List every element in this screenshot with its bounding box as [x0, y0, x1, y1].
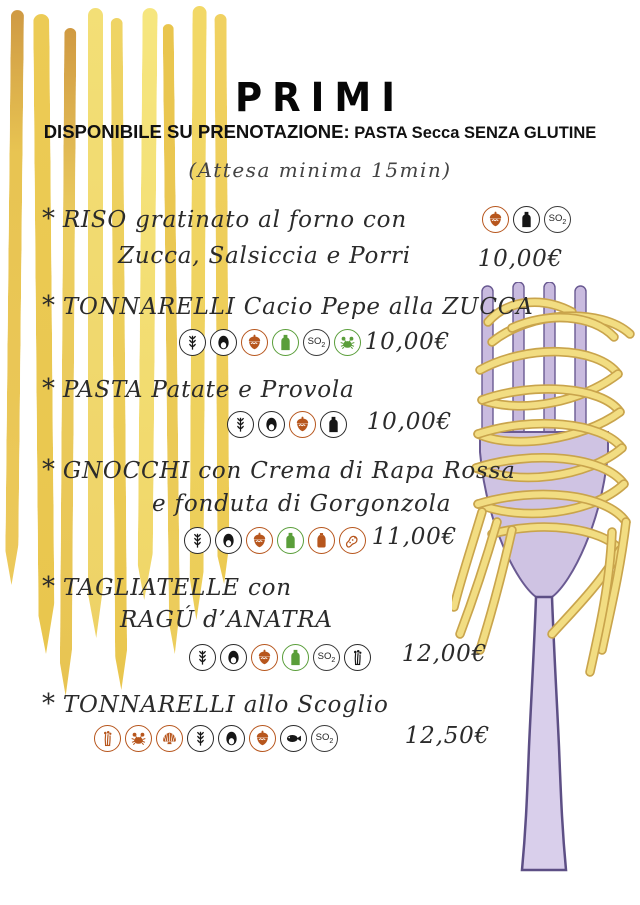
egg-icon [218, 725, 245, 752]
milk-black-icon [513, 206, 540, 233]
asterisk-marker: * [42, 455, 56, 485]
availability-detail: PASTA Secca SENZA GLUTINE [349, 124, 597, 142]
item-price: 10,00€ [477, 246, 563, 272]
egg-icon [220, 644, 247, 671]
molluscs-icon [156, 725, 183, 752]
gluten-icon [227, 411, 254, 438]
tree-nuts-icon [246, 527, 273, 554]
allergen-icons [94, 725, 338, 752]
asterisk-marker: * [42, 374, 56, 404]
item-name-line2: RAGÚ d’ANATRA [120, 607, 333, 633]
gluten-icon [187, 725, 214, 752]
item-name: * TAGLIATELLE con [42, 572, 292, 602]
item-name-line2: Zucca, Salsiccia e Porri [118, 243, 411, 269]
asterisk-marker: * [42, 689, 56, 719]
gluten-icon [179, 329, 206, 356]
item-name: * GNOCCHI con Crema di Rapa Rossa [42, 455, 516, 485]
asterisk-marker: * [42, 204, 56, 234]
allergen-icons [227, 411, 347, 438]
sulfites-icon: $SO_2$ [311, 725, 338, 752]
gluten-icon [184, 527, 211, 554]
asterisk-marker: * [42, 291, 56, 321]
availability-main: DISPONIBILE SU PRENOTAZIONE: [43, 121, 350, 142]
asterisk-marker: * [42, 572, 56, 602]
item-name: * TONNARELLI Cacio Pepe alla ZUCCA [42, 291, 534, 321]
tree-nuts-icon [241, 329, 268, 356]
item-name: * TONNARELLI allo Scoglio [42, 689, 389, 719]
celery-orange-icon [94, 725, 121, 752]
item-price: 10,00€ [364, 329, 450, 355]
mustard-icon [308, 527, 335, 554]
item-name: * PASTA Patate e Provola [42, 374, 355, 404]
tree-nuts-icon [249, 725, 276, 752]
fish-icon [280, 725, 307, 752]
milk-green-icon [282, 644, 309, 671]
sulfites-icon: $SO_2$ [303, 329, 330, 356]
fork-spaghetti-illustration [452, 282, 637, 877]
sulfites-icon: $SO_2$ [544, 206, 571, 233]
item-price: 12,00€ [401, 641, 487, 667]
page-title: PRIMI [235, 74, 405, 121]
availability-note [0, 121, 640, 143]
item-price: 12,50€ [404, 723, 490, 749]
allergen-icons [189, 644, 371, 671]
milk-green-icon [272, 329, 299, 356]
wait-time-note: (Attesa minima 15min) [188, 158, 452, 182]
item-name-line2: e fonduta di Gorgonzola [152, 491, 452, 517]
celery-black-icon [344, 644, 371, 671]
tree-nuts-icon [482, 206, 509, 233]
tree-nuts-icon [251, 644, 278, 671]
gluten-icon [189, 644, 216, 671]
item-name: * RISO gratinato al forno con [42, 204, 407, 234]
tree-nuts-icon [289, 411, 316, 438]
item-price: 10,00€ [366, 409, 452, 435]
allergen-icons [482, 206, 571, 233]
sulfites-icon: $SO_2$ [313, 644, 340, 671]
milk-green-icon [277, 527, 304, 554]
crustaceans-orange-icon [125, 725, 152, 752]
milk-black-icon [320, 411, 347, 438]
egg-icon [210, 329, 237, 356]
allergen-icons [179, 329, 361, 356]
fork-handle [522, 597, 566, 870]
item-price: 11,00€ [371, 524, 457, 550]
egg-icon [215, 527, 242, 554]
allergen-icons [184, 527, 366, 554]
egg-icon [258, 411, 285, 438]
